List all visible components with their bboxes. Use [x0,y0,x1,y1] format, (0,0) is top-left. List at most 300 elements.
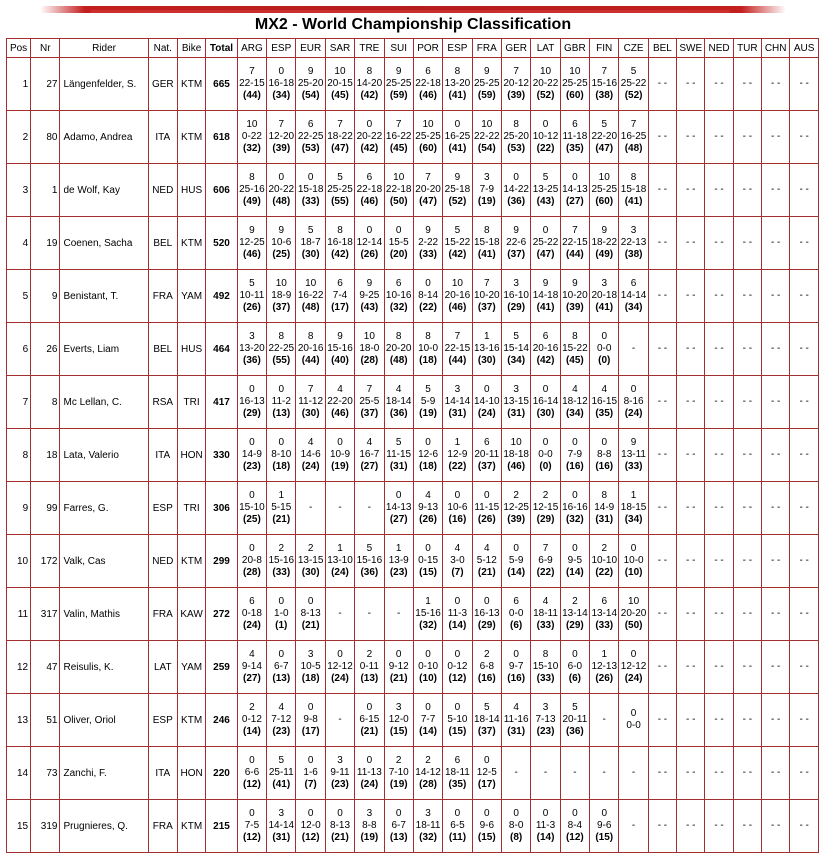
bike-cell: HON [177,747,205,800]
race-total: (13) [272,408,291,419]
race-result-cell [237,270,266,323]
race-bonus: 0 [454,808,461,819]
race-result-cell [560,588,589,641]
race-result-cell [705,482,733,535]
race-bonus: - - [714,396,724,407]
race-bonus: 10 [393,172,405,183]
race-bonus: - - [686,78,696,89]
race-result-cell [237,694,266,747]
race-bonus: - [602,714,606,725]
race-total: (45) [389,143,408,154]
race-total: (29) [507,302,526,313]
race-result-cell [384,270,413,323]
race-result-cell [296,800,325,853]
race-scores: 10-0 [418,343,439,354]
race-result-cell [531,747,560,800]
race-total: (59) [389,90,408,101]
race-bonus: 3 [337,755,343,766]
race-bonus: - - [714,184,724,195]
bike-cell: KTM [177,694,205,747]
race-scores: 14-22 [503,184,529,195]
race-result-cell [413,111,442,164]
race-total: (28) [243,567,261,578]
race-bonus: 6 [249,596,255,607]
race-total: (0) [598,355,611,366]
race-result-cell [648,482,676,535]
race-scores: 13-16 [474,343,500,354]
race-result-cell [296,429,325,482]
race-scores: 22-20 [327,396,353,407]
race-total: (33) [419,249,437,260]
race-bonus: 0 [484,755,490,766]
race-scores: 8-14 [418,290,439,301]
race-bonus: - - [799,78,809,89]
race-result-cell [733,641,761,694]
race-scores: 18-22 [591,237,618,248]
table-body [7,58,819,853]
race-result-cell [472,641,501,694]
race-scores: 14-9 [594,502,615,513]
race-result-cell [733,217,761,270]
race-bonus: 7 [425,172,431,183]
race-scores: 0-11 [359,661,379,672]
race-bonus: 0 [513,543,519,554]
race-bonus: 3 [513,278,519,289]
race-bonus: 5 [630,66,637,77]
race-total: (23) [389,567,408,578]
bike-cell: KTM [177,800,205,853]
race-bonus: 8 [513,119,519,130]
race-scores: 13-15 [503,396,529,407]
race-total: (34) [272,90,291,101]
race-scores: 0-12 [241,714,262,725]
race-total: (35) [595,408,614,419]
race-bonus: 6 [425,66,431,77]
nationality-cell: ITA [148,429,177,482]
race-result-cell [762,270,790,323]
race-total: (54) [477,143,496,154]
rider-name-cell: Mc Lellan, C. [60,376,148,429]
race-total: (46) [331,408,349,419]
race-total: (32) [419,620,437,631]
race-result-cell [560,270,589,323]
position-cell: 11 [7,588,31,641]
race-scores: 14-6 [300,449,321,460]
race-result-cell [648,694,676,747]
race-result-cell [648,535,676,588]
column-header: EUR [296,39,325,58]
race-result-cell [443,111,472,164]
race-total: (25) [272,249,291,260]
number-cell: 27 [31,58,60,111]
race-total: (46) [448,302,467,313]
race-bonus: 4 [249,649,255,660]
race-scores: 16-14 [532,396,559,407]
race-result-cell [790,270,819,323]
race-total: (21) [301,620,320,631]
race-result-cell [648,800,676,853]
race-total: (7) [304,779,317,790]
race-bonus: 1 [454,437,461,448]
race-result-cell [267,323,296,376]
race-bonus: - - [657,555,668,566]
race-scores: 9-6 [597,820,612,831]
race-total: (22) [536,143,555,154]
race-result-cell [325,429,354,482]
race-result-cell [296,164,325,217]
race-result-cell [790,429,819,482]
race-scores: 10-12 [532,131,559,142]
column-header: LAT [531,39,560,58]
race-result-cell [237,111,266,164]
race-bonus: 2 [542,490,549,501]
race-scores: 25-20 [503,131,529,142]
race-result-cell [472,270,501,323]
race-result-cell [237,58,266,111]
race-total: (12) [243,779,261,790]
race-result-cell [619,535,648,588]
race-result-cell [705,270,733,323]
race-scores: 15-22 [562,343,588,354]
race-result-cell [560,482,589,535]
race-bonus: - - [799,131,809,142]
nationality-cell: BEL [148,323,177,376]
table-row [7,641,819,694]
race-total: (23) [536,726,555,737]
number-cell: 9 [31,270,60,323]
race-bonus: 0 [630,384,637,395]
race-bonus: 0 [572,808,578,819]
race-scores: 12-15 [532,502,559,513]
race-bonus: 7 [484,278,490,289]
race-bonus: - - [742,396,753,407]
race-bonus: - - [742,714,753,725]
race-total: (13) [389,832,408,843]
rider-name-cell: Längenfelder, S. [60,58,148,111]
column-header: TUR [733,39,761,58]
race-total: (22) [448,461,467,472]
column-header: Rider [60,39,148,58]
race-bonus: 0 [337,808,343,819]
race-total: (36) [389,408,408,419]
race-total: (41) [595,302,614,313]
race-result-cell [705,641,733,694]
race-bonus: 10 [422,119,434,130]
race-result-cell [790,164,819,217]
race-total: (14) [536,832,555,843]
race-total: (17) [301,726,320,737]
race-bonus: - - [742,290,753,301]
race-bonus: 4 [513,702,519,713]
race-result-cell [560,535,589,588]
race-scores: 7-12 [271,714,292,725]
race-total: (21) [331,832,349,843]
race-bonus: 0 [249,490,255,501]
race-scores: 1-6 [303,767,318,778]
race-result-cell [590,588,619,641]
race-bonus: 7 [395,119,402,130]
race-result-cell [733,429,761,482]
race-scores: 20-16 [444,290,471,301]
race-bonus: 8 [395,331,402,342]
race-bonus: 1 [630,490,637,501]
race-scores: 20-20 [385,343,412,354]
race-scores: 20-20 [415,184,441,195]
race-result-cell [501,164,530,217]
race-result-cell [677,111,705,164]
race-result-cell [560,429,589,482]
column-header: Nr [31,39,60,58]
race-result-cell [531,270,560,323]
race-bonus: 0 [484,384,490,395]
race-scores: 0-0 [508,608,524,619]
race-result-cell [443,588,472,641]
total-points-cell: 606 [206,164,237,217]
race-scores: 10-9 [329,449,350,460]
race-bonus: 8 [249,172,255,183]
race-result-cell [267,588,296,641]
race-total: (30) [477,355,496,366]
race-result-cell [443,217,472,270]
table-row [7,217,819,270]
bike-cell: KTM [177,535,205,588]
race-bonus: - - [657,290,668,301]
race-result-cell [472,164,501,217]
race-bonus: 0 [572,543,578,554]
race-result-cell [413,429,442,482]
race-total: (10) [624,567,643,578]
nationality-cell: FRA [148,800,177,853]
race-scores: 8-8 [597,449,612,460]
race-result-cell [472,429,501,482]
race-result-cell [237,217,266,270]
race-total: (41) [272,779,291,790]
race-result-cell [648,164,676,217]
race-total: (34) [565,408,584,419]
race-bonus: 0 [630,543,637,554]
race-total: (32) [419,832,437,843]
race-bonus: - - [799,608,809,619]
race-total: (34) [624,514,643,525]
race-bonus: 2 [395,755,402,766]
race-bonus: 2 [366,649,373,660]
race-total: (37) [477,302,496,313]
race-result-cell [590,482,619,535]
race-result-cell [384,58,413,111]
number-cell: 19 [31,217,60,270]
number-cell: 8 [31,376,60,429]
race-total: (14) [419,726,437,737]
race-total: (24) [331,567,349,578]
race-result-cell [648,747,676,800]
race-bonus: - - [742,767,753,778]
race-bonus: - - [714,767,724,778]
classification-table [6,38,819,853]
total-points-cell: 259 [206,641,237,694]
race-bonus: 6 [484,437,490,448]
race-scores: 22-18 [385,184,412,195]
race-scores: 18-14 [385,396,412,407]
race-bonus: 8 [425,331,431,342]
race-result-cell [501,694,530,747]
race-bonus: - - [742,502,753,513]
race-bonus: - - [714,237,724,248]
race-bonus: - - [770,661,781,672]
race-scores: 15-16 [591,78,618,89]
race-bonus: 0 [454,490,461,501]
race-result-cell [267,800,296,853]
race-total: (36) [565,726,584,737]
race-result-cell [619,376,648,429]
race-result-cell [413,217,442,270]
race-bonus: 7 [278,119,285,130]
race-bonus: 10 [451,278,463,289]
race-scores: 25-25 [562,78,588,89]
race-bonus: 0 [249,384,255,395]
race-scores: 5-12 [476,555,497,566]
race-scores: 13-14 [591,608,618,619]
race-result-cell [296,270,325,323]
race-total: (29) [243,408,261,419]
race-bonus: 3 [395,702,402,713]
race-total: (34) [507,355,526,366]
race-result-cell [325,164,354,217]
race-bonus: 10 [305,278,317,289]
race-scores: 6-5 [450,820,465,831]
race-bonus: 0 [601,437,607,448]
race-scores: 22-6 [506,237,527,248]
race-total: (31) [507,726,526,737]
race-bonus: 6 [395,278,402,289]
race-result-cell [677,482,705,535]
race-scores: 22-15 [562,237,588,248]
bike-cell: HUS [177,164,205,217]
race-result-cell [501,217,530,270]
race-scores: 10-5 [300,661,321,672]
race-bonus: 4 [278,702,285,713]
race-result-cell [762,482,790,535]
number-cell: 18 [31,429,60,482]
total-points-cell: 299 [206,535,237,588]
race-total: (52) [624,90,643,101]
race-total: (31) [448,408,467,419]
race-total: (42) [360,90,379,101]
race-bonus: 5 [513,331,519,342]
position-cell: 7 [7,376,31,429]
race-bonus: 5 [337,172,343,183]
race-bonus: - - [686,449,696,460]
race-total: (1) [275,620,288,631]
nationality-cell: FRA [148,270,177,323]
number-cell: 99 [31,482,60,535]
race-bonus: - - [799,714,809,725]
race-result-cell [384,641,413,694]
race-bonus: 6 [307,119,314,130]
race-scores: 16-25 [444,131,471,142]
race-scores: 12-12 [620,661,647,672]
race-total: (52) [536,90,555,101]
race-total: (48) [624,143,643,154]
nationality-cell: FRA [148,588,177,641]
race-result-cell [355,800,384,853]
nationality-cell: RSA [148,376,177,429]
column-header: ESP [267,39,296,58]
race-bonus: 0 [484,490,490,501]
race-total: (26) [477,514,496,525]
race-bonus: 9 [542,278,549,289]
race-result-cell [531,429,560,482]
race-total: (41) [477,249,496,260]
position-cell: 6 [7,323,31,376]
race-result-cell [355,588,384,641]
position-cell: 8 [7,429,31,482]
race-bonus: 3 [454,384,461,395]
number-cell: 80 [31,111,60,164]
race-total: (48) [301,302,320,313]
race-scores: 25-22 [532,237,559,248]
race-result-cell [705,323,733,376]
race-bonus: 10 [598,172,610,183]
race-total: (21) [272,514,291,525]
race-total: (12) [565,832,584,843]
rider-name-cell: Everts, Liam [60,323,148,376]
race-bonus: 0 [513,649,519,660]
race-bonus: - - [770,343,781,354]
race-result-cell [560,747,589,800]
race-scores: 8-10 [271,449,292,460]
race-result-cell [790,111,819,164]
race-result-cell [762,58,790,111]
race-bonus: 0 [307,755,314,766]
race-bonus: - - [714,555,724,566]
position-cell: 9 [7,482,31,535]
position-cell: 13 [7,694,31,747]
race-scores: 0-22 [241,131,262,142]
race-result-cell [733,747,761,800]
race-scores: 20-8 [241,555,262,566]
table-row [7,800,819,853]
race-total: (16) [595,461,614,472]
race-result-cell [590,641,619,694]
race-total: (43) [536,196,555,207]
race-bonus: 2 [513,490,519,501]
table-row [7,429,819,482]
race-total: (36) [507,196,526,207]
race-total: (19) [331,461,349,472]
race-result-cell [443,482,472,535]
race-scores: 10-16 [385,290,412,301]
race-result-cell [413,800,442,853]
race-result-cell [705,217,733,270]
race-result-cell [472,376,501,429]
race-result-cell [560,323,589,376]
race-scores: 7-7 [420,714,436,725]
race-bonus: - - [742,184,753,195]
race-bonus: 0 [278,437,285,448]
race-bonus: - - [657,78,668,89]
race-scores: 25-20 [297,78,324,89]
race-total: (16) [448,514,467,525]
number-cell: 319 [31,800,60,853]
race-scores: 0-0 [626,720,641,731]
race-bonus: - - [686,767,696,778]
race-scores: 25-22 [620,78,647,89]
race-result-cell [384,164,413,217]
race-result-cell [267,747,296,800]
race-total: (23) [243,461,261,472]
race-scores: 10-0 [623,555,644,566]
race-result-cell [384,111,413,164]
